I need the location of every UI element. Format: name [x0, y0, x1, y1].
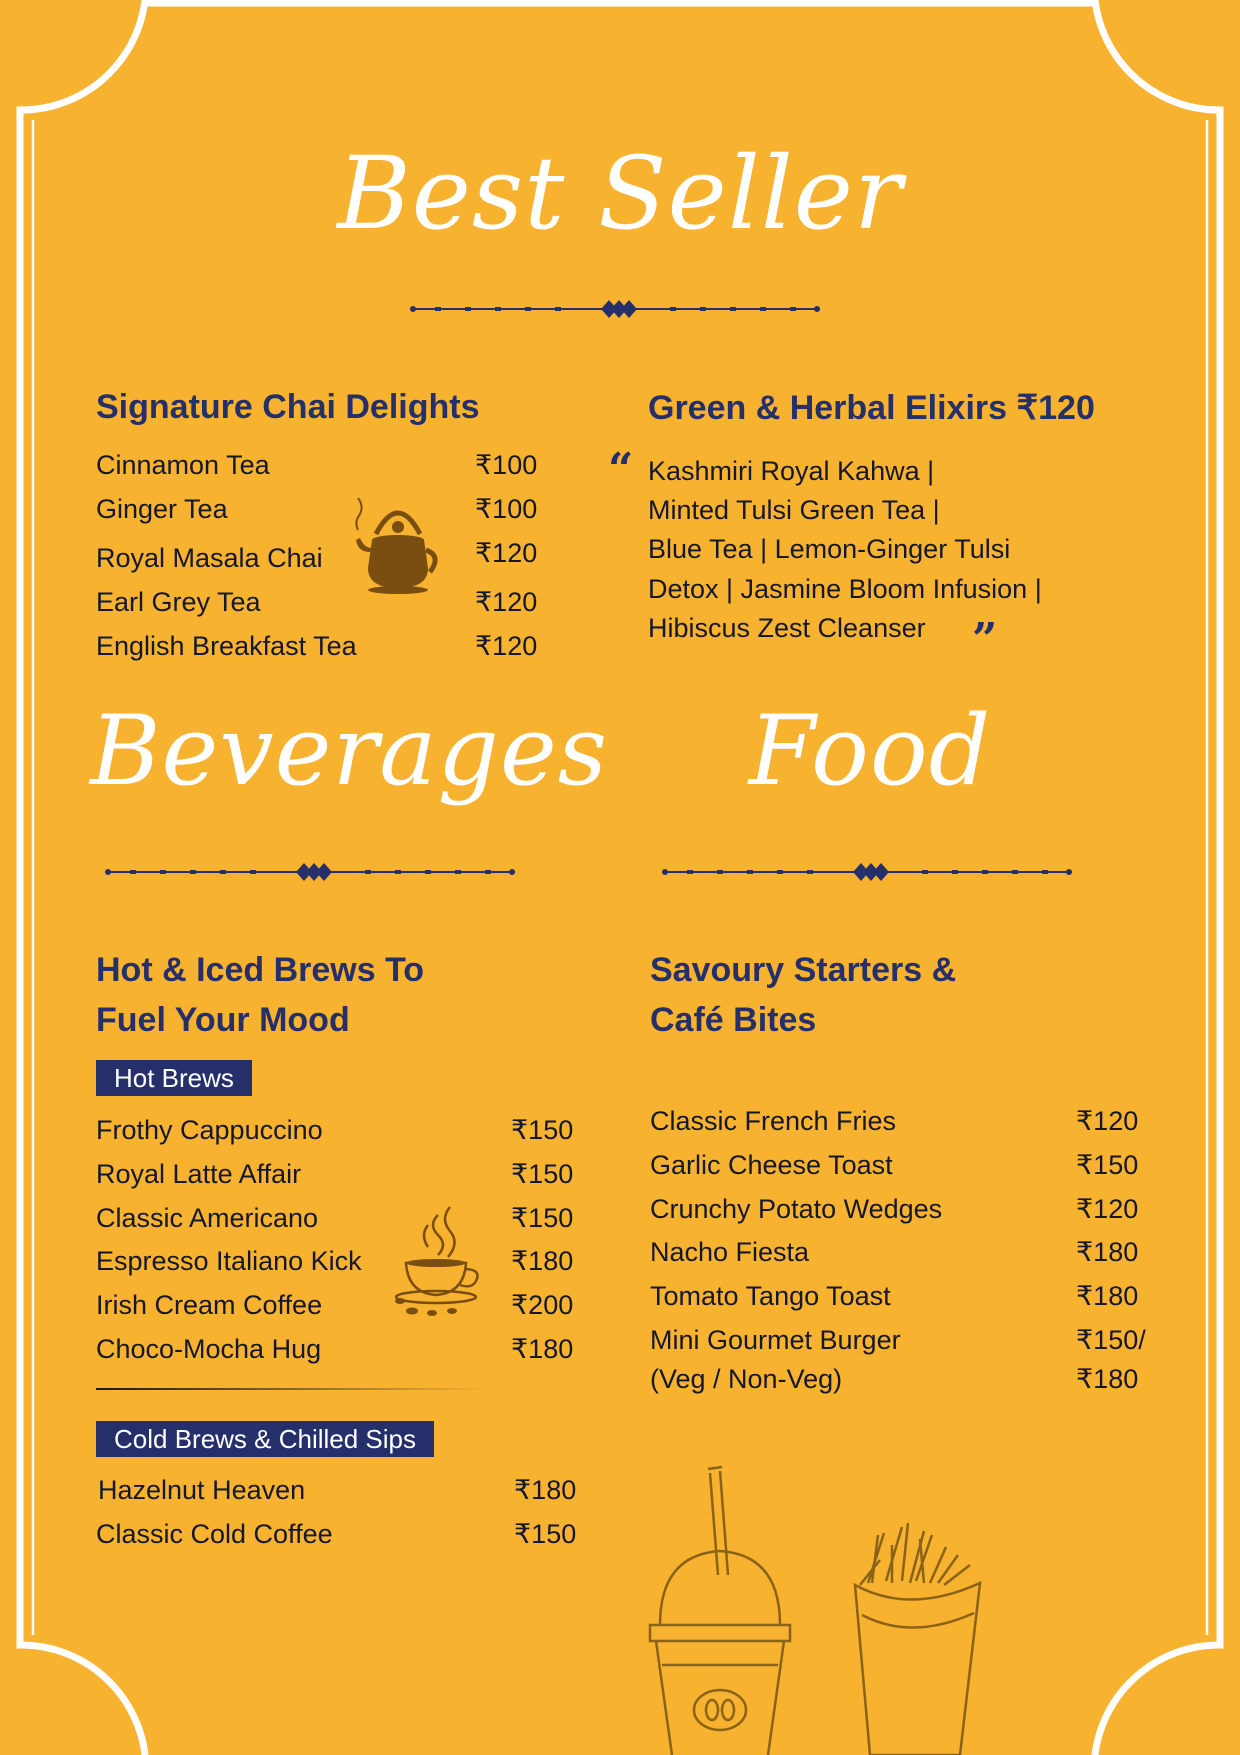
menu-item-name: Ginger Tea — [96, 494, 228, 524]
beverages-heading-line2: Fuel Your Mood — [96, 1001, 350, 1039]
menu-item-price: ₹120 — [475, 538, 538, 568]
food-heading-line1: Savoury Starters & — [650, 951, 957, 989]
menu-item-price: ₹180 — [1076, 1237, 1139, 1267]
teapot-icon — [352, 494, 444, 594]
herbal-line: Hibiscus Zest Cleanser — [648, 613, 926, 643]
drink-and-fries-illustration — [640, 1465, 1060, 1755]
menu-item-name: Classic Cold Coffee — [96, 1519, 333, 1549]
menu-item-price: ₹120 — [475, 587, 538, 617]
menu-item-price: ₹120 — [1076, 1106, 1139, 1136]
herbal-line: Blue Tea | Lemon-Ginger Tulsi — [648, 534, 1011, 564]
beverages-heading-line1: Hot & Iced Brews To — [96, 951, 425, 989]
menu-item-name: Classic French Fries — [650, 1106, 897, 1136]
menu-item-price: ₹200 — [511, 1290, 574, 1320]
menu-item-name: Hazelnut Heaven — [98, 1475, 306, 1505]
menu-item-name: Tomato Tango Toast — [650, 1281, 891, 1311]
menu-item-price: ₹180 — [514, 1475, 577, 1505]
ornament-divider-icon — [100, 859, 520, 885]
menu-item-price: ₹180 — [511, 1246, 574, 1276]
menu-item-name: Espresso Italiano Kick — [96, 1246, 362, 1276]
signature-chai-heading: Signature Chai Delights — [96, 388, 480, 426]
menu-item-name: Garlic Cheese Toast — [650, 1150, 893, 1180]
menu-item-name: Frothy Cappuccino — [96, 1115, 323, 1145]
menu-item-name: Classic Americano — [96, 1203, 319, 1233]
herbal-heading: Green & Herbal Elixirs ₹120 — [648, 389, 1095, 427]
ornament-divider-icon — [657, 859, 1077, 885]
menu-item-price: ₹150 — [511, 1115, 574, 1145]
menu-item-name-note: (Veg / Non-Veg) — [650, 1364, 843, 1394]
menu-item-price: ₹100 — [475, 494, 538, 524]
menu-item-price: ₹150 — [1076, 1150, 1139, 1180]
menu-item-price: ₹150 — [511, 1159, 574, 1189]
menu-item-name: Cinnamon Tea — [96, 450, 270, 480]
best-seller-title: Best Seller — [337, 135, 903, 252]
section-divider — [96, 1388, 486, 1391]
menu-item-price: ₹120 — [1076, 1194, 1139, 1224]
menu-item-price: ₹150/ — [1076, 1325, 1146, 1355]
menu-item-name: Irish Cream Coffee — [96, 1290, 323, 1320]
menu-item-name: Mini Gourmet Burger — [650, 1325, 901, 1355]
menu-item-name: Earl Grey Tea — [96, 587, 261, 617]
menu-item-name: Royal Latte Affair — [96, 1159, 302, 1189]
menu-item-name: Crunchy Potato Wedges — [650, 1194, 943, 1224]
menu-item-price: ₹150 — [514, 1519, 577, 1549]
close-quote-icon: ” — [972, 614, 998, 665]
cold-brews-badge: Cold Brews & Chilled Sips — [96, 1421, 434, 1457]
herbal-line: Kashmiri Royal Kahwa | — [648, 456, 935, 486]
ornament-divider-icon — [405, 296, 825, 322]
food-heading-line2: Café Bites — [650, 1001, 817, 1039]
open-quote-icon: “ — [608, 444, 634, 495]
menu-item-price: ₹180 — [1076, 1281, 1139, 1311]
menu-item-price: ₹120 — [475, 631, 538, 661]
menu-item-name: Royal Masala Chai — [96, 543, 323, 573]
hot-brews-badge: Hot Brews — [96, 1060, 252, 1096]
menu-item-name: Nacho Fiesta — [650, 1237, 810, 1267]
menu-item-name: Choco-Mocha Hug — [96, 1334, 322, 1364]
menu-item-price: ₹180 — [1076, 1364, 1139, 1394]
menu-item-price: ₹150 — [511, 1203, 574, 1233]
menu-item-name: English Breakfast Tea — [96, 631, 357, 661]
herbal-line: Minted Tulsi Green Tea | — [648, 495, 940, 525]
coffee-cup-icon — [392, 1203, 488, 1319]
menu-item-price: ₹180 — [511, 1334, 574, 1364]
menu-item-price: ₹100 — [475, 450, 538, 480]
beverages-title: Beverages — [90, 695, 609, 807]
herbal-line: Detox | Jasmine Bloom Infusion | — [648, 574, 1042, 604]
food-title: Food — [748, 695, 992, 807]
